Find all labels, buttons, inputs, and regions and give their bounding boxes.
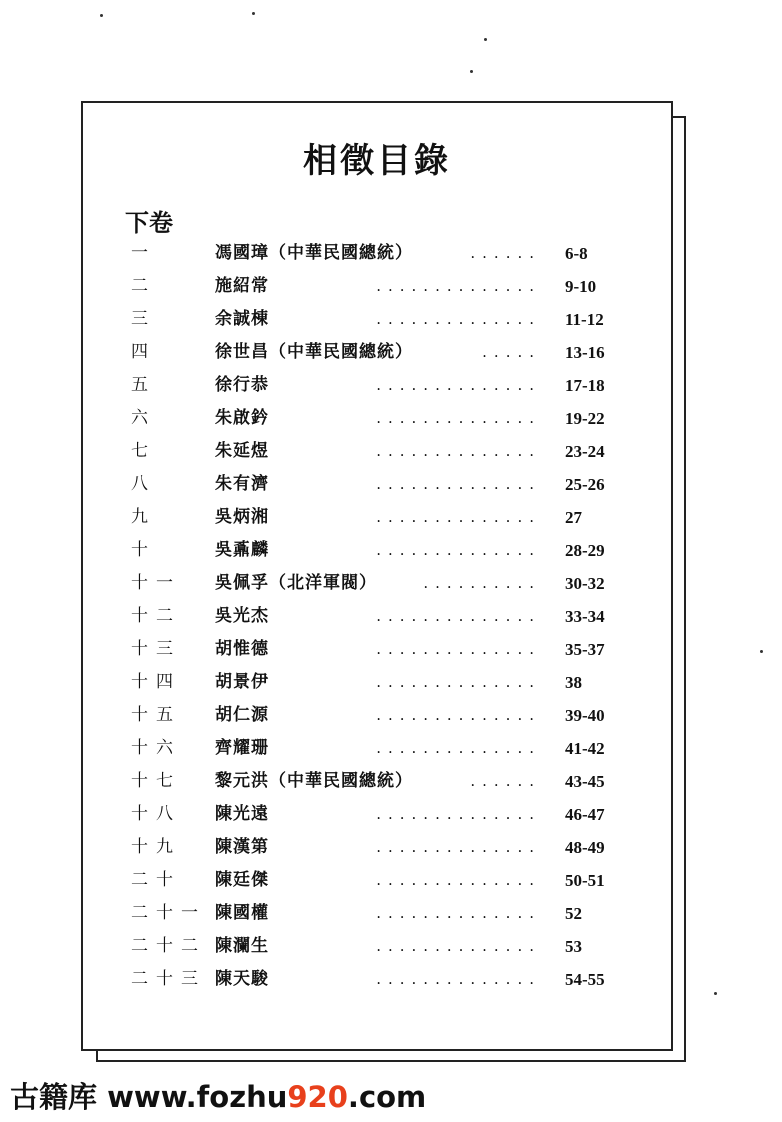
entry-name: 徐行恭 [215, 375, 269, 395]
entry-name: 朱啟鈐 [215, 408, 269, 428]
entry-name-group [215, 963, 269, 996]
entry-number: 十二 [131, 606, 181, 626]
dot-leader: .............. [376, 541, 541, 559]
entry-pages: 13-16 [565, 343, 605, 362]
entry-number: 二 [131, 276, 156, 296]
toc-row [131, 930, 631, 963]
entry-number: 十五 [131, 705, 181, 725]
entry-pages: 46-47 [565, 805, 605, 824]
toc-row [131, 699, 631, 732]
entry-name-group [215, 633, 269, 666]
entry-pages: 17-18 [565, 376, 605, 395]
dot-leader: .............. [376, 310, 541, 328]
entry-pages: 19-22 [565, 409, 605, 428]
entry-name-group [215, 798, 269, 831]
entry-number: 十四 [131, 672, 181, 692]
entry-name-group [215, 303, 269, 336]
entry-name-group [215, 831, 269, 864]
entry-name-group [215, 666, 269, 699]
dot-leader: .............. [376, 475, 541, 493]
dot-leader: .............. [376, 673, 541, 691]
scan-speck [484, 38, 487, 41]
entry-number: 十一 [131, 573, 181, 593]
entry-name-group [215, 600, 269, 633]
entry-name-group [215, 435, 269, 468]
entry-name: 徐世昌 [215, 342, 269, 362]
watermark [10, 1075, 426, 1116]
toc-row [131, 336, 631, 369]
entry-name-group [215, 699, 269, 732]
watermark-url-prefix: www.fozhu [107, 1080, 288, 1114]
entry-name: 朱有濟 [215, 474, 269, 494]
scan-speck [252, 12, 255, 15]
toc-row [131, 765, 631, 798]
entry-note: （中華民國總統） [269, 342, 413, 362]
entry-pages: 38 [565, 673, 582, 692]
entry-name-group [215, 270, 269, 303]
entry-note: （中華民國總統） [269, 243, 413, 263]
dot-leader: .............. [376, 442, 541, 460]
dot-leader: ...... [470, 772, 541, 790]
dot-leader: .............. [376, 838, 541, 856]
entry-note: （北洋軍閥） [269, 573, 377, 593]
entry-name: 馮國璋 [215, 243, 269, 263]
scan-speck [100, 14, 103, 17]
toc-list [131, 237, 631, 996]
entry-name-group [215, 402, 269, 435]
entry-pages: 54-55 [565, 970, 605, 989]
toc-row [131, 237, 631, 270]
entry-name: 黎元洪 [215, 771, 269, 791]
toc-row [131, 633, 631, 666]
toc-row [131, 402, 631, 435]
toc-row [131, 798, 631, 831]
watermark-site-name: 古籍库 [10, 1080, 98, 1114]
toc-row [131, 501, 631, 534]
entry-number: 十六 [131, 738, 181, 758]
toc-row [131, 897, 631, 930]
toc-row [131, 864, 631, 897]
entry-number: 二十 [131, 870, 181, 890]
entry-number: 十 [131, 540, 156, 560]
entry-number: 二十二 [131, 936, 206, 956]
entry-name: 余誠棟 [215, 309, 269, 329]
toc-row [131, 468, 631, 501]
entry-number: 六 [131, 408, 156, 428]
entry-number: 八 [131, 474, 156, 494]
entry-pages: 53 [565, 937, 582, 956]
entry-pages: 35-37 [565, 640, 605, 659]
dot-leader: .............. [376, 739, 541, 757]
entry-name: 胡惟德 [215, 639, 269, 659]
dot-leader: .............. [376, 277, 541, 295]
entry-name-group [215, 567, 377, 600]
dot-leader: .............. [376, 904, 541, 922]
entry-pages: 6-8 [565, 244, 588, 263]
dot-leader: .............. [376, 409, 541, 427]
toc-row [131, 270, 631, 303]
entry-name: 陳廷傑 [215, 870, 269, 890]
toc-row [131, 963, 631, 996]
entry-name: 吳佩孚 [215, 573, 269, 593]
entry-pages: 23-24 [565, 442, 605, 461]
entry-pages: 11-12 [565, 310, 604, 329]
toc-row [131, 567, 631, 600]
scan-speck [470, 70, 473, 73]
toc-row [131, 369, 631, 402]
entry-number: 十九 [131, 837, 181, 857]
scan-speck [760, 650, 763, 653]
entry-name-group [215, 765, 413, 798]
entry-name-group [215, 237, 413, 270]
dot-leader: .............. [376, 937, 541, 955]
entry-name-group [215, 864, 269, 897]
page-title: 相徵目錄 [303, 141, 451, 181]
entry-name: 陳光遠 [215, 804, 269, 824]
dot-leader: .............. [376, 508, 541, 526]
entry-pages: 41-42 [565, 739, 605, 758]
entry-pages: 33-34 [565, 607, 605, 626]
toc-row [131, 534, 631, 567]
entry-name: 齊耀珊 [215, 738, 269, 758]
entry-name-group [215, 336, 413, 369]
entry-number: 一 [131, 243, 156, 263]
entry-pages: 27 [565, 508, 582, 527]
watermark-url-number: 920 [287, 1080, 348, 1114]
entry-name-group [215, 369, 269, 402]
dot-leader: .............. [376, 607, 541, 625]
toc-row [131, 303, 631, 336]
dot-leader: ..... [482, 343, 541, 361]
dot-leader: ...... [470, 244, 541, 262]
entry-name: 吳炳湘 [215, 507, 269, 527]
dot-leader: .............. [376, 706, 541, 724]
toc-row [131, 732, 631, 765]
dot-leader: .............. [376, 640, 541, 658]
entry-name-group [215, 930, 269, 963]
dot-leader: .............. [376, 871, 541, 889]
entry-pages: 25-26 [565, 475, 605, 494]
entry-number: 十三 [131, 639, 181, 659]
entry-pages: 52 [565, 904, 582, 923]
section-heading: 下卷 [125, 208, 173, 237]
entry-name-group [215, 897, 269, 930]
dot-leader: .............. [376, 376, 541, 394]
dot-leader: .............. [376, 970, 541, 988]
entry-number: 五 [131, 375, 156, 395]
entry-number: 三 [131, 309, 156, 329]
entry-number: 四 [131, 342, 156, 362]
scan-speck [714, 992, 717, 995]
entry-name: 朱延煜 [215, 441, 269, 461]
entry-name: 吳光杰 [215, 606, 269, 626]
entry-name: 吳鼒麟 [215, 540, 269, 560]
watermark-url-suffix: .com [347, 1080, 427, 1114]
toc-row [131, 666, 631, 699]
entry-name: 陳漢第 [215, 837, 269, 857]
entry-number: 二十三 [131, 969, 206, 989]
entry-note: （中華民國總統） [269, 771, 413, 791]
entry-name-group [215, 501, 269, 534]
toc-row [131, 600, 631, 633]
dot-leader: .......... [423, 574, 541, 592]
entry-name-group [215, 534, 269, 567]
entry-name: 陳天駿 [215, 969, 269, 989]
toc-page [81, 101, 673, 1051]
entry-number: 九 [131, 507, 156, 527]
entry-number: 七 [131, 441, 156, 461]
entry-name: 施紹常 [215, 276, 269, 296]
entry-name-group [215, 468, 269, 501]
entry-pages: 30-32 [565, 574, 605, 593]
entry-name: 胡仁源 [215, 705, 269, 725]
entry-name: 陳國權 [215, 903, 269, 923]
entry-number: 二十一 [131, 903, 206, 923]
entry-pages: 50-51 [565, 871, 605, 890]
entry-name-group [215, 732, 269, 765]
entry-pages: 43-45 [565, 772, 605, 791]
entry-pages: 28-29 [565, 541, 605, 560]
entry-number: 十七 [131, 771, 181, 791]
entry-name: 胡景伊 [215, 672, 269, 692]
entry-pages: 39-40 [565, 706, 605, 725]
toc-row [131, 831, 631, 864]
entry-name: 陳瀾生 [215, 936, 269, 956]
dot-leader: .............. [376, 805, 541, 823]
toc-row [131, 435, 631, 468]
entry-pages: 48-49 [565, 838, 605, 857]
entry-pages: 9-10 [565, 277, 597, 296]
entry-number: 十八 [131, 804, 181, 824]
